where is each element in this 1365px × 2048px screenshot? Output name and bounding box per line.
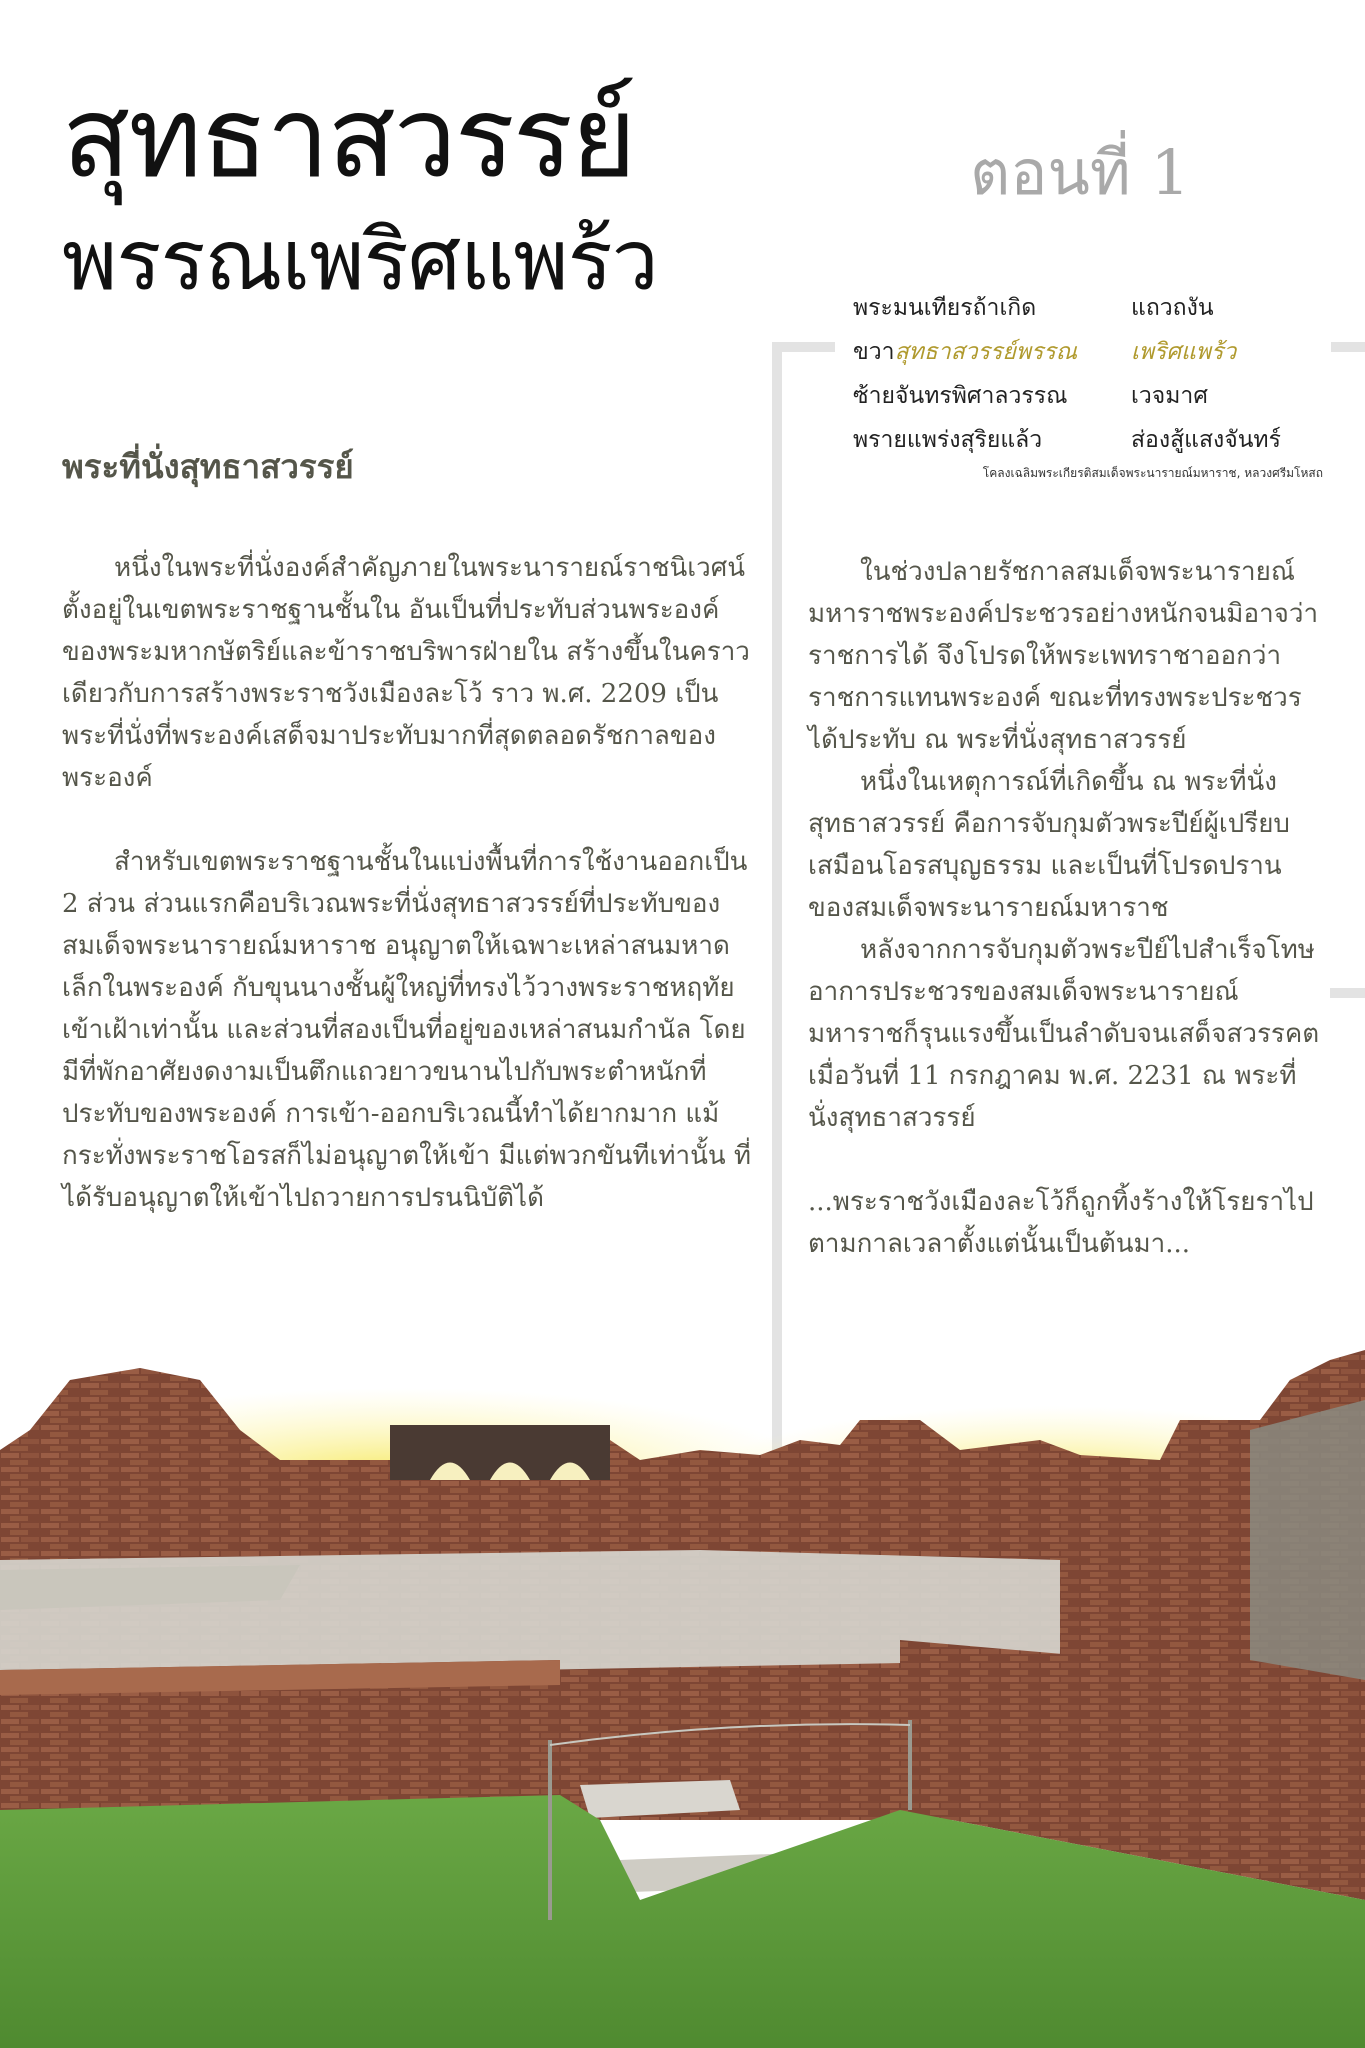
title-line-1: สุทธาสวรรย์ — [62, 73, 635, 203]
poem-line — [853, 418, 1323, 462]
wall-arches — [430, 1463, 590, 1481]
section-heading: พระที่นั่งสุทธาสวรรย์ — [62, 447, 354, 486]
poem-line-first-pre: ขวา — [853, 339, 895, 365]
poem-highlight: เพริศแพร้ว — [1131, 339, 1237, 365]
poem-line-first — [853, 334, 1131, 370]
ruins-photo — [0, 1340, 1365, 2048]
episode-label: ตอนที่ 1 — [970, 136, 1190, 209]
paragraph: หลังจากการจับกุมตัวพระปีย์ไปสำเร็จโทษ อาการประชวรของสมเด็จพระนารายณ์มหาราชก็รุนแรงขึ้นเป็นลำดับจนเสด็จสวรรคต เมื่อวันที่ 11 กรกฎาคม พ.ศ. 2231 ณ พระที่นั่งสุทธาสวรรย์ — [808, 935, 1320, 1133]
poem-credit: โคลงเฉลิมพระเกียรติสมเด็จพระนารายณ์มหาราช, หลวงศรีมโหสถ — [982, 466, 1323, 480]
closing-paragraph: ...พระราชวังเมืองละโว้ก็ถูกทิ้งร้างให้โรยราไปตามกาลเวลาตั้งแต่นั้นเป็นต้นมา... — [808, 1187, 1314, 1259]
right-column — [808, 551, 1323, 1265]
poem-block — [835, 282, 1331, 489]
paragraph: สำหรับเขตพระราชฐานชั้นในแบ่งพื้นที่การใช้งานออกเป็น 2 ส่วน ส่วนแรกคือบริเวณพระที่นั่งสุทธาสวรรย์ที่ประทับของสมเด็จพระนารายณ์มหาราช อนุญาตให้เฉพาะเหล่าสนมหาดเล็กในพระองค์ กับขุนนางชั้นผู้ใหญ่ที่ทรงไว้วางพระราชหฤทัยเข้าเฝ้าเท่านั้น และส่วนที่สองเป็นที่อยู่ของเหล่าสนมกำนัล โดยมีที่พักอาศัยงดงามเป็นตึกแถวยาวขนานไปกับพระตำหนักที่ประทับของพระองค์ การเข้า-ออกบริเวณนี้ทำได้ยากมาก แม้กระทั่งพระราชโอรสก็ไม่อนุญาตให้เข้า มีแต่พวกขันทีเท่านั้น ที่ได้รับอนุญาตให้เข้าไปถวายการปรนนิบัติได้ — [62, 847, 752, 1213]
poem-line-first: ซ้ายจันทรพิศาลวรรณ — [853, 383, 1068, 409]
frame-mid-right — [1330, 988, 1365, 998]
poem-highlight: สุทธาสวรรย์พรรณ — [894, 339, 1078, 365]
paragraph: ในช่วงปลายรัชกาลสมเด็จพระนารายณ์มหาราชพระองค์ประชวรอย่างหนักจนมิอาจว่าราชการได้ จึงโปรดให้พระเพทราชาออกว่าราชการแทนพระองค์ ขณะที่ทรงพระประชวรได้ประทับ ณ พระที่นั่งสุทธาสวรรย์ — [808, 557, 1319, 755]
title-line-2: พรรณเพริศแพร้ว — [62, 211, 658, 309]
poem-line — [853, 330, 1323, 374]
poem-line-second: เวจมาศ — [1131, 383, 1208, 409]
poem-line-first: พรายแพร่งสุริยแล้ว — [853, 427, 1043, 453]
poem-line-second: ส่องสู้แสงจันทร์ — [1131, 427, 1281, 453]
frame-left — [772, 342, 782, 1452]
paragraph: หนึ่งในเหตุการณ์ที่เกิดขึ้น ณ พระที่นั่งสุทธาสวรรย์ คือการจับกุมตัวพระปีย์ผู้เปรียบเสมือนโอรสบุญธรรม และเป็นที่โปรดปรานของสมเด็จพระนารายณ์มหาราช — [808, 767, 1290, 923]
left-column — [62, 547, 754, 1219]
poem-line-first: พระมนเทียรถ้าเกิด — [853, 295, 1037, 321]
poem-line — [853, 286, 1323, 330]
paragraph: หนึ่งในพระที่นั่งองค์สำคัญภายในพระนารายณ์ราชนิเวศน์ ตั้งอยู่ในเขตพระราชฐานชั้นใน อันเป็นที่ประทับส่วนพระองค์ของพระมหากษัตริย์และข้าราชบริพารฝ่ายใน สร้างขึ้นในคราวเดียวกับการสร้างพระราชวังเมืองละโว้ ราว พ.ศ. 2209 เป็นพระที่นั่งที่พระองค์เสด็จมาประทับมากที่สุดตลอดรัชกาลของพระองค์ — [62, 553, 750, 793]
poem-line — [853, 374, 1323, 418]
stucco-pillar — [1250, 1400, 1365, 1680]
poem-line-second: แถวถงัน — [1131, 295, 1214, 321]
